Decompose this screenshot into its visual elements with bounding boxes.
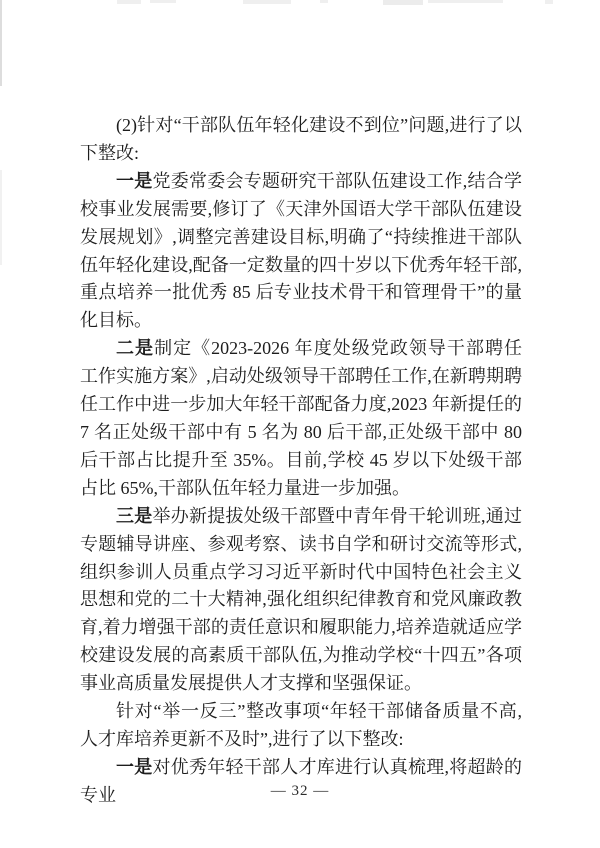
scan-edge-line	[0, 0, 2, 86]
paragraph-intro-jyfs	[80, 698, 522, 754]
scan-artifact	[545, 0, 553, 4]
scan-artifact	[243, 0, 291, 4]
paragraph-measure-1	[80, 168, 522, 335]
paragraph-lead: 三是	[116, 505, 153, 526]
document-body	[80, 112, 522, 810]
scan-artifact	[150, 0, 176, 3]
paragraph-measure-3	[80, 503, 522, 698]
paragraph-text: 对优秀年轻干部人才库进行认真梳理,将超龄的专业	[80, 756, 522, 805]
paragraph-text: 举办新提拔处级干部暨中青年骨干轮训班,通过专题辅导讲座、参观考察、读书自学和研讨交流等形式,组织参训人员重点学习习近平新时代中国特色社会主义思想和党的二十大精神,强化组织纪律教育和党风廉政教育,着力增强干部的责任意识和履职能力,培养造就适应学校建设发展的高素质干部队伍,为推动学校“十四五”各项事业高质量发展提供人才支撑和坚强保证。	[80, 505, 522, 694]
scan-edge-line	[0, 170, 2, 265]
paragraph-measure-2	[80, 335, 522, 502]
scan-artifact	[428, 0, 503, 3]
paragraph-text: 党委常委会专题研究干部队伍建设工作,结合学校事业发展需要,修订了《天津外国语大学干部队伍建设发展规划》,调整完善建设目标,明确了“持续推进干部队伍年轻化建设,配备一定数量的四十岁以下优秀年轻干部,重点培养一批优秀 85 后专业技术骨干和管理骨干”的量化目标。	[80, 170, 522, 331]
page-number: — 32 —	[270, 783, 330, 799]
paragraph-text: 制定《2023-2026 年度处级党政领导干部聘任工作实施方案》,启动处级领导干部聘任工作,在新聘期聘任工作中进一步加大年轻干部配备力度,2023 年新提任的 7 名正处级干部中有 5 名为 80 后干部,正处级干部中 80 后干部占比提升至 35%。目前,学校 45 岁以下处级干部占比 65%,干部队伍年轻力量进一步加强。	[80, 338, 522, 498]
paragraph-measure-1b	[80, 754, 522, 810]
scan-artifact	[383, 0, 423, 5]
paragraph-intro-2	[80, 112, 522, 168]
scan-artifact	[320, 0, 328, 3]
paragraph-lead: 一是	[116, 756, 153, 777]
paragraph-text: 针对“举一反三”整改事项“年轻干部储备质量不高,人才库培养更新不及时”,进行了以下整改:	[80, 701, 522, 749]
paragraph-lead: 一是	[116, 170, 153, 191]
scan-artifact	[117, 0, 141, 4]
paragraph-text: (2)针对“干部队伍年轻化建设不到位”问题,进行了以下整改:	[80, 115, 522, 163]
paragraph-lead: 二是	[116, 338, 155, 359]
